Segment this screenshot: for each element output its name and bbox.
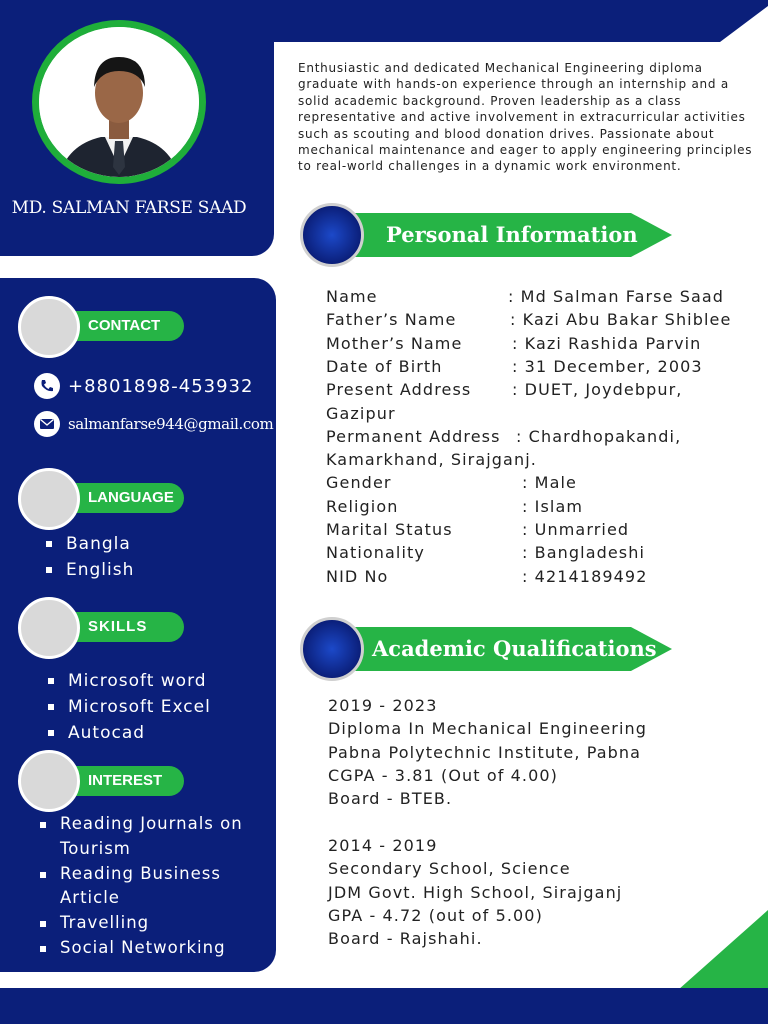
list-item: Microsoft Excel [48,694,211,720]
contact-email[interactable] [34,411,273,437]
table-row: Nationality : Bangladeshi [326,543,646,563]
profile-summary: Enthusiastic and dedicated Mechanical Engineering diploma graduate with hands-on experience through an internship and a solid academic background. Proven leadership as a class representative and active involvement in extracurricular activities such as scouting and blood donation drives. Passionate about mechanical maintenance and eager to apply engineering principles to real-world challenges in a dynamic work environment. [298,61,753,174]
language-heading-circle [18,468,80,530]
skills-heading-label: SKILLS [88,618,148,635]
table-row: Gender : Male [326,473,577,493]
list-item: Travelling [40,911,243,936]
table-row: Gazipur [326,403,396,423]
academic-result: CGPA - 3.81 (Out of 4.00) [328,765,559,785]
interest-list [40,812,243,961]
academic-institute: Pabna Polytechnic Institute, Pabna [328,742,642,762]
academic-degree: Secondary School, Science [328,859,571,879]
list-item: Bangla [46,531,134,557]
list-item: Autocad [48,720,211,746]
contact-heading-circle [18,296,80,358]
list-item: Social Networking [40,936,243,961]
academic-board: Board - Rajshahi. [328,929,483,949]
phone-number: +8801898-453932 [68,375,254,397]
table-row: Name : Md Salman Farse Saad [326,287,725,306]
person-portrait-icon [39,27,199,177]
skills-list [48,668,211,746]
banner-circle [300,203,364,267]
interest-heading-circle [18,750,80,812]
language-heading-label: LANGUAGE [88,489,174,506]
mail-icon [34,411,60,437]
skills-heading-circle [18,597,80,659]
list-item: English [46,557,134,583]
table-row: Mother’s Name : Kazi Rashida Parvin [326,333,702,353]
sidebar [0,278,276,972]
table-row: NID No : 4214189492 [326,566,648,586]
table-row: Present Address : DUET, Joydebpur, [326,380,683,400]
table-row: Kamarkhand, Sirajganj. [326,450,537,470]
academic-degree: Diploma In Mechanical Engineering [328,719,647,739]
email-address: salmanfarse944@gmail.com [68,415,274,433]
academic-result: GPA - 4.72 (out of 5.00) [328,905,543,925]
academic-years: 2019 - 2023 [328,696,438,715]
candidate-name: MD. SALMAN FARSE SAAD [11,198,247,218]
academic-entry-diploma [328,694,647,810]
academic-years: 2014 - 2019 [328,836,438,855]
personal-info-title: Personal Information [386,222,638,247]
header-panel [0,0,274,256]
table-row: Marital Status : Unmarried [326,520,630,539]
bottom-banner [0,988,768,1024]
contact-heading-label: CONTACT [88,317,161,334]
list-item: Reading Business Article [40,862,243,912]
table-row: Date of Birth : 31 December, 2003 [326,356,703,376]
academic-title: Academic Qualifications [372,636,657,661]
table-row: Father’s Name : Kazi Abu Bakar Shiblee [326,310,732,330]
bottom-green-triangle [678,910,768,990]
interest-heading-label: INTEREST [88,772,163,789]
banner-circle [300,617,364,681]
academic-institute: JDM Govt. High School, Sirajganj [328,882,623,902]
profile-photo [32,20,206,184]
phone-icon [34,373,60,399]
list-item: Microsoft word [48,668,211,694]
language-list [46,531,134,583]
personal-info-banner [300,203,672,265]
contact-phone[interactable] [34,373,253,399]
academic-board: Board - BTEB. [328,789,453,809]
table-row: Religion : Islam [326,496,584,516]
list-item: Reading Journals on Tourism [40,812,243,862]
academic-banner [300,617,672,679]
table-row: Permanent Address : Chardhopakandi, [326,426,682,446]
academic-entry-secondary [328,834,622,950]
